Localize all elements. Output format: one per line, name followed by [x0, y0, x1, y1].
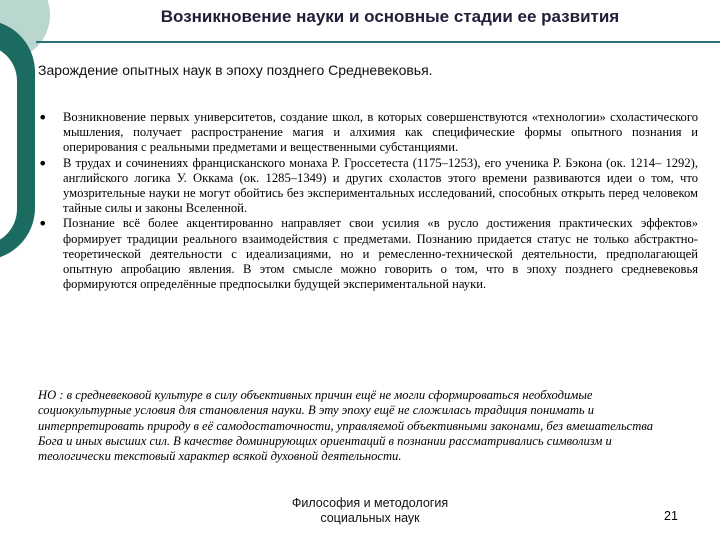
bullet-icon: • [38, 108, 48, 127]
bullet-text: Возникновение первых университетов, создание школ, в которых совершенствуются «технологии» схоластического мышления, получает распространение магия и алхимия как специфические формы опытного познания и оперирования с реальными предметами и вещественными субстанциями. [63, 110, 698, 155]
title-divider [36, 41, 720, 43]
bullet-item [38, 153, 698, 217]
bullet-icon: • [38, 153, 48, 173]
bullet-text: Познание всё более акцентированно направляет свои усилия «в русло достижения практических эффектов» формирует традиции реального взаимодействия с предметами. Познанию придается статус не только абстрактно-теоретической деятельности с идеализациями, но и ремесленно-технической деятельности, предполагающей опытную апробацию явления. В этом смысле можно говорить о том, что в эпоху позднего средневековья формируются определённые предпосылки будущей экспериментальной науки. [63, 216, 698, 292]
slide-title: Возникновение науки и основные стадии ее развития [160, 7, 620, 26]
bullet-list [38, 110, 698, 292]
note-paragraph: НО : в средневековой культуре в силу объективных причин ещё не могли сформироваться необходимые социокультурные условия для становления науки. В эту эпоху ещё не сложилась традиция понимать и интерпретировать природу в её самодостаточности, управляемой объективными законами, без вмешательства Бога и иных высших сил. В качестве доминирующих ориентаций в познании рассматривались символизм и теологически текстовый характер всякой духовной деятельности. [38, 388, 654, 464]
bullet-text: В трудах и сочинениях францисканского монаха Р. Гроссетеста (1175–1253), его ученика Р. Бэкона (ок. 1214– 1292), английского логика У. Оккама (ок. 1285–1349) и других схоластов этого времени развиваются идеи о том, что умозрительные науки не могут обойтись без экспериментальных исследований, способных открыть перед человеком тайные силы и законы Вселенной. [63, 155, 698, 216]
bullet-item [38, 110, 698, 156]
bullet-icon: • [38, 214, 48, 234]
bullet-item [38, 216, 698, 292]
footer-course-title: Философия и методология социальных наук [291, 496, 449, 525]
slide-subtitle: Зарождение опытных наук в эпоху позднего Средневековья. [38, 62, 433, 78]
page-number: 21 [664, 509, 678, 523]
decorative-shape-inner [0, 45, 17, 245]
